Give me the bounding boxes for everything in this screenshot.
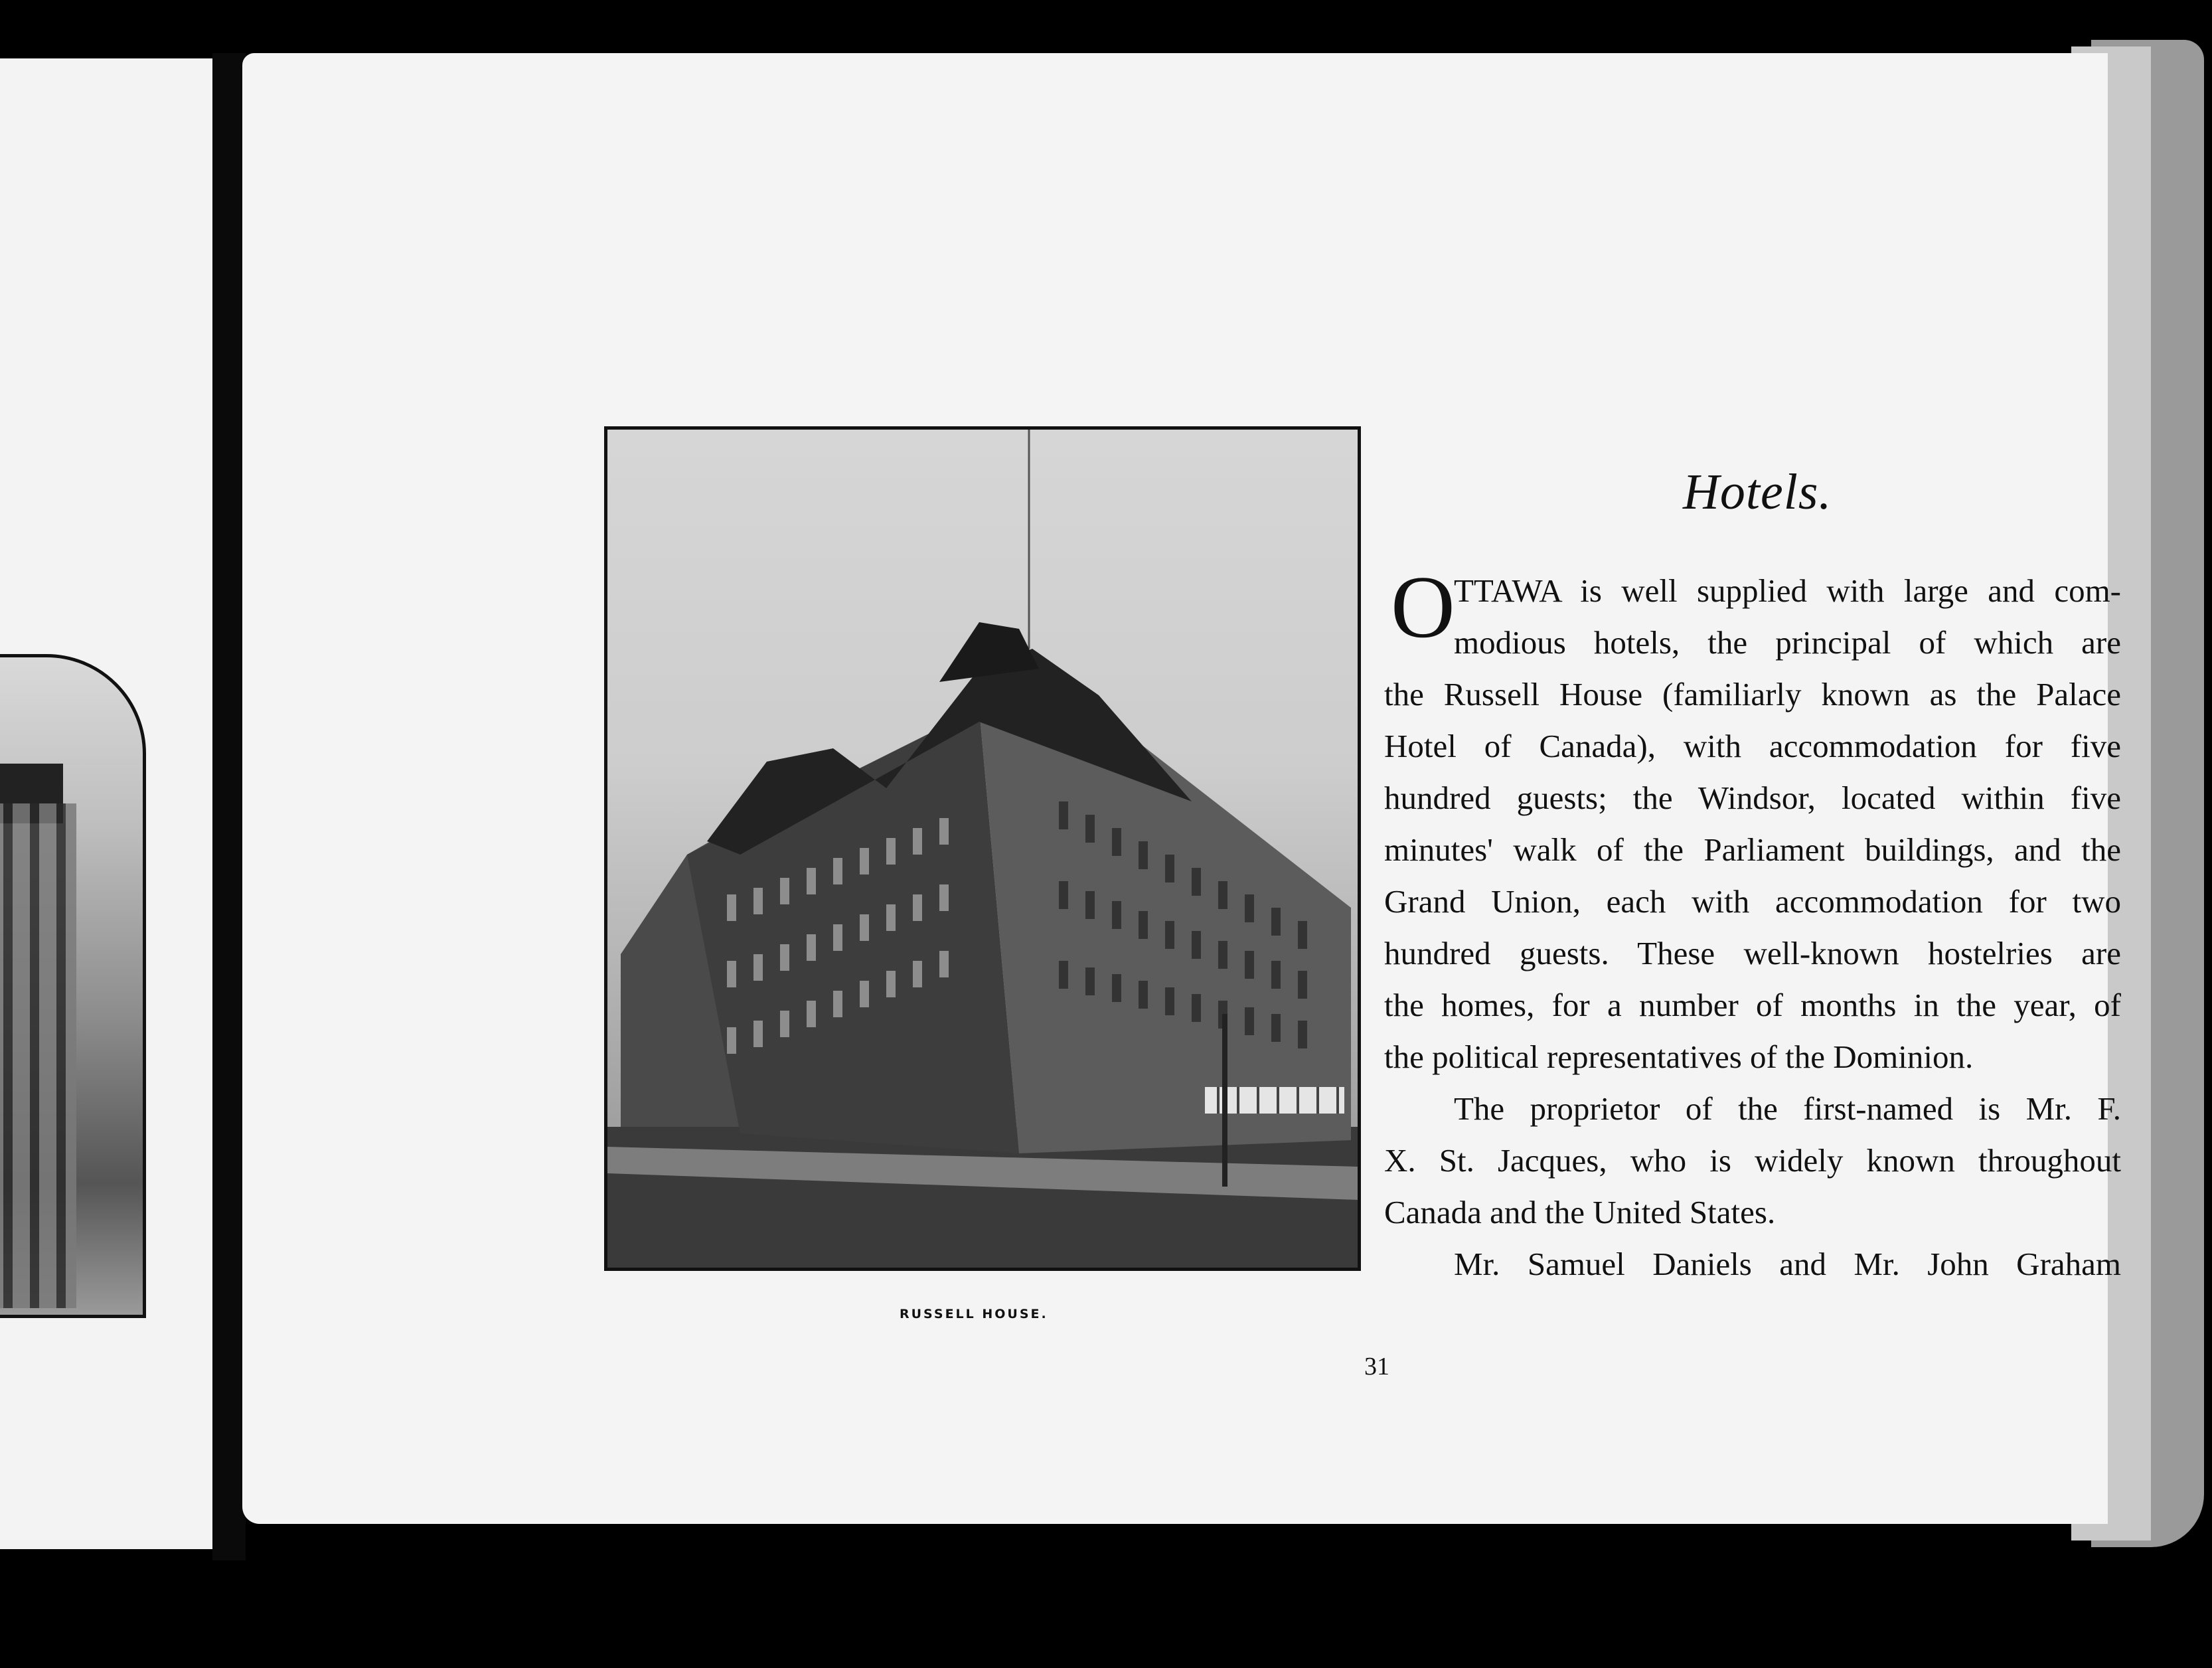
text-line: Hotel of Canada), with accommodation for five bbox=[1384, 728, 2121, 764]
text-line: Grand Union, each with accommodation for two bbox=[1384, 883, 2121, 920]
page-number: 31 bbox=[1364, 1353, 1389, 1380]
text-line: modious hotels, the principal of which are bbox=[1454, 624, 2121, 661]
text-line: Mr. Samuel Daniels and Mr. John Graham bbox=[1454, 1246, 2121, 1282]
text-line: the political representatives of the Dominion. bbox=[1384, 1039, 1974, 1075]
book-page bbox=[242, 53, 2121, 1524]
left-page-photo bbox=[0, 654, 146, 1318]
text-line: hundred guests; the Windsor, located within five bbox=[1384, 780, 2121, 816]
hotel-photograph bbox=[604, 426, 1361, 1271]
text-line: TTAWA is well supplied with large and com- bbox=[1454, 572, 2121, 609]
photo-caption: RUSSELL HOUSE. bbox=[900, 1307, 1048, 1321]
book-spine bbox=[212, 53, 246, 1560]
text-line: hundred guests. These well-known hostelries are bbox=[1384, 935, 2121, 971]
text-line: Canada and the United States. bbox=[1384, 1194, 1776, 1230]
text-line: the homes, for a number of months in the year, of bbox=[1384, 987, 2121, 1023]
section-heading: Hotels. bbox=[1683, 464, 1832, 520]
drop-cap: O bbox=[1391, 558, 1455, 656]
left-photo-building bbox=[0, 803, 76, 1308]
hotel-illustration bbox=[607, 430, 1358, 1268]
text-line: the Russell House (familiarly known as the Palace bbox=[1384, 676, 2121, 712]
text-line: minutes' walk of the Parliament buildings, and the bbox=[1384, 831, 2121, 868]
text-line: X. St. Jacques, who is widely known throughout bbox=[1384, 1142, 2121, 1179]
text-line: The proprietor of the first-named is Mr. F. bbox=[1454, 1090, 2121, 1127]
